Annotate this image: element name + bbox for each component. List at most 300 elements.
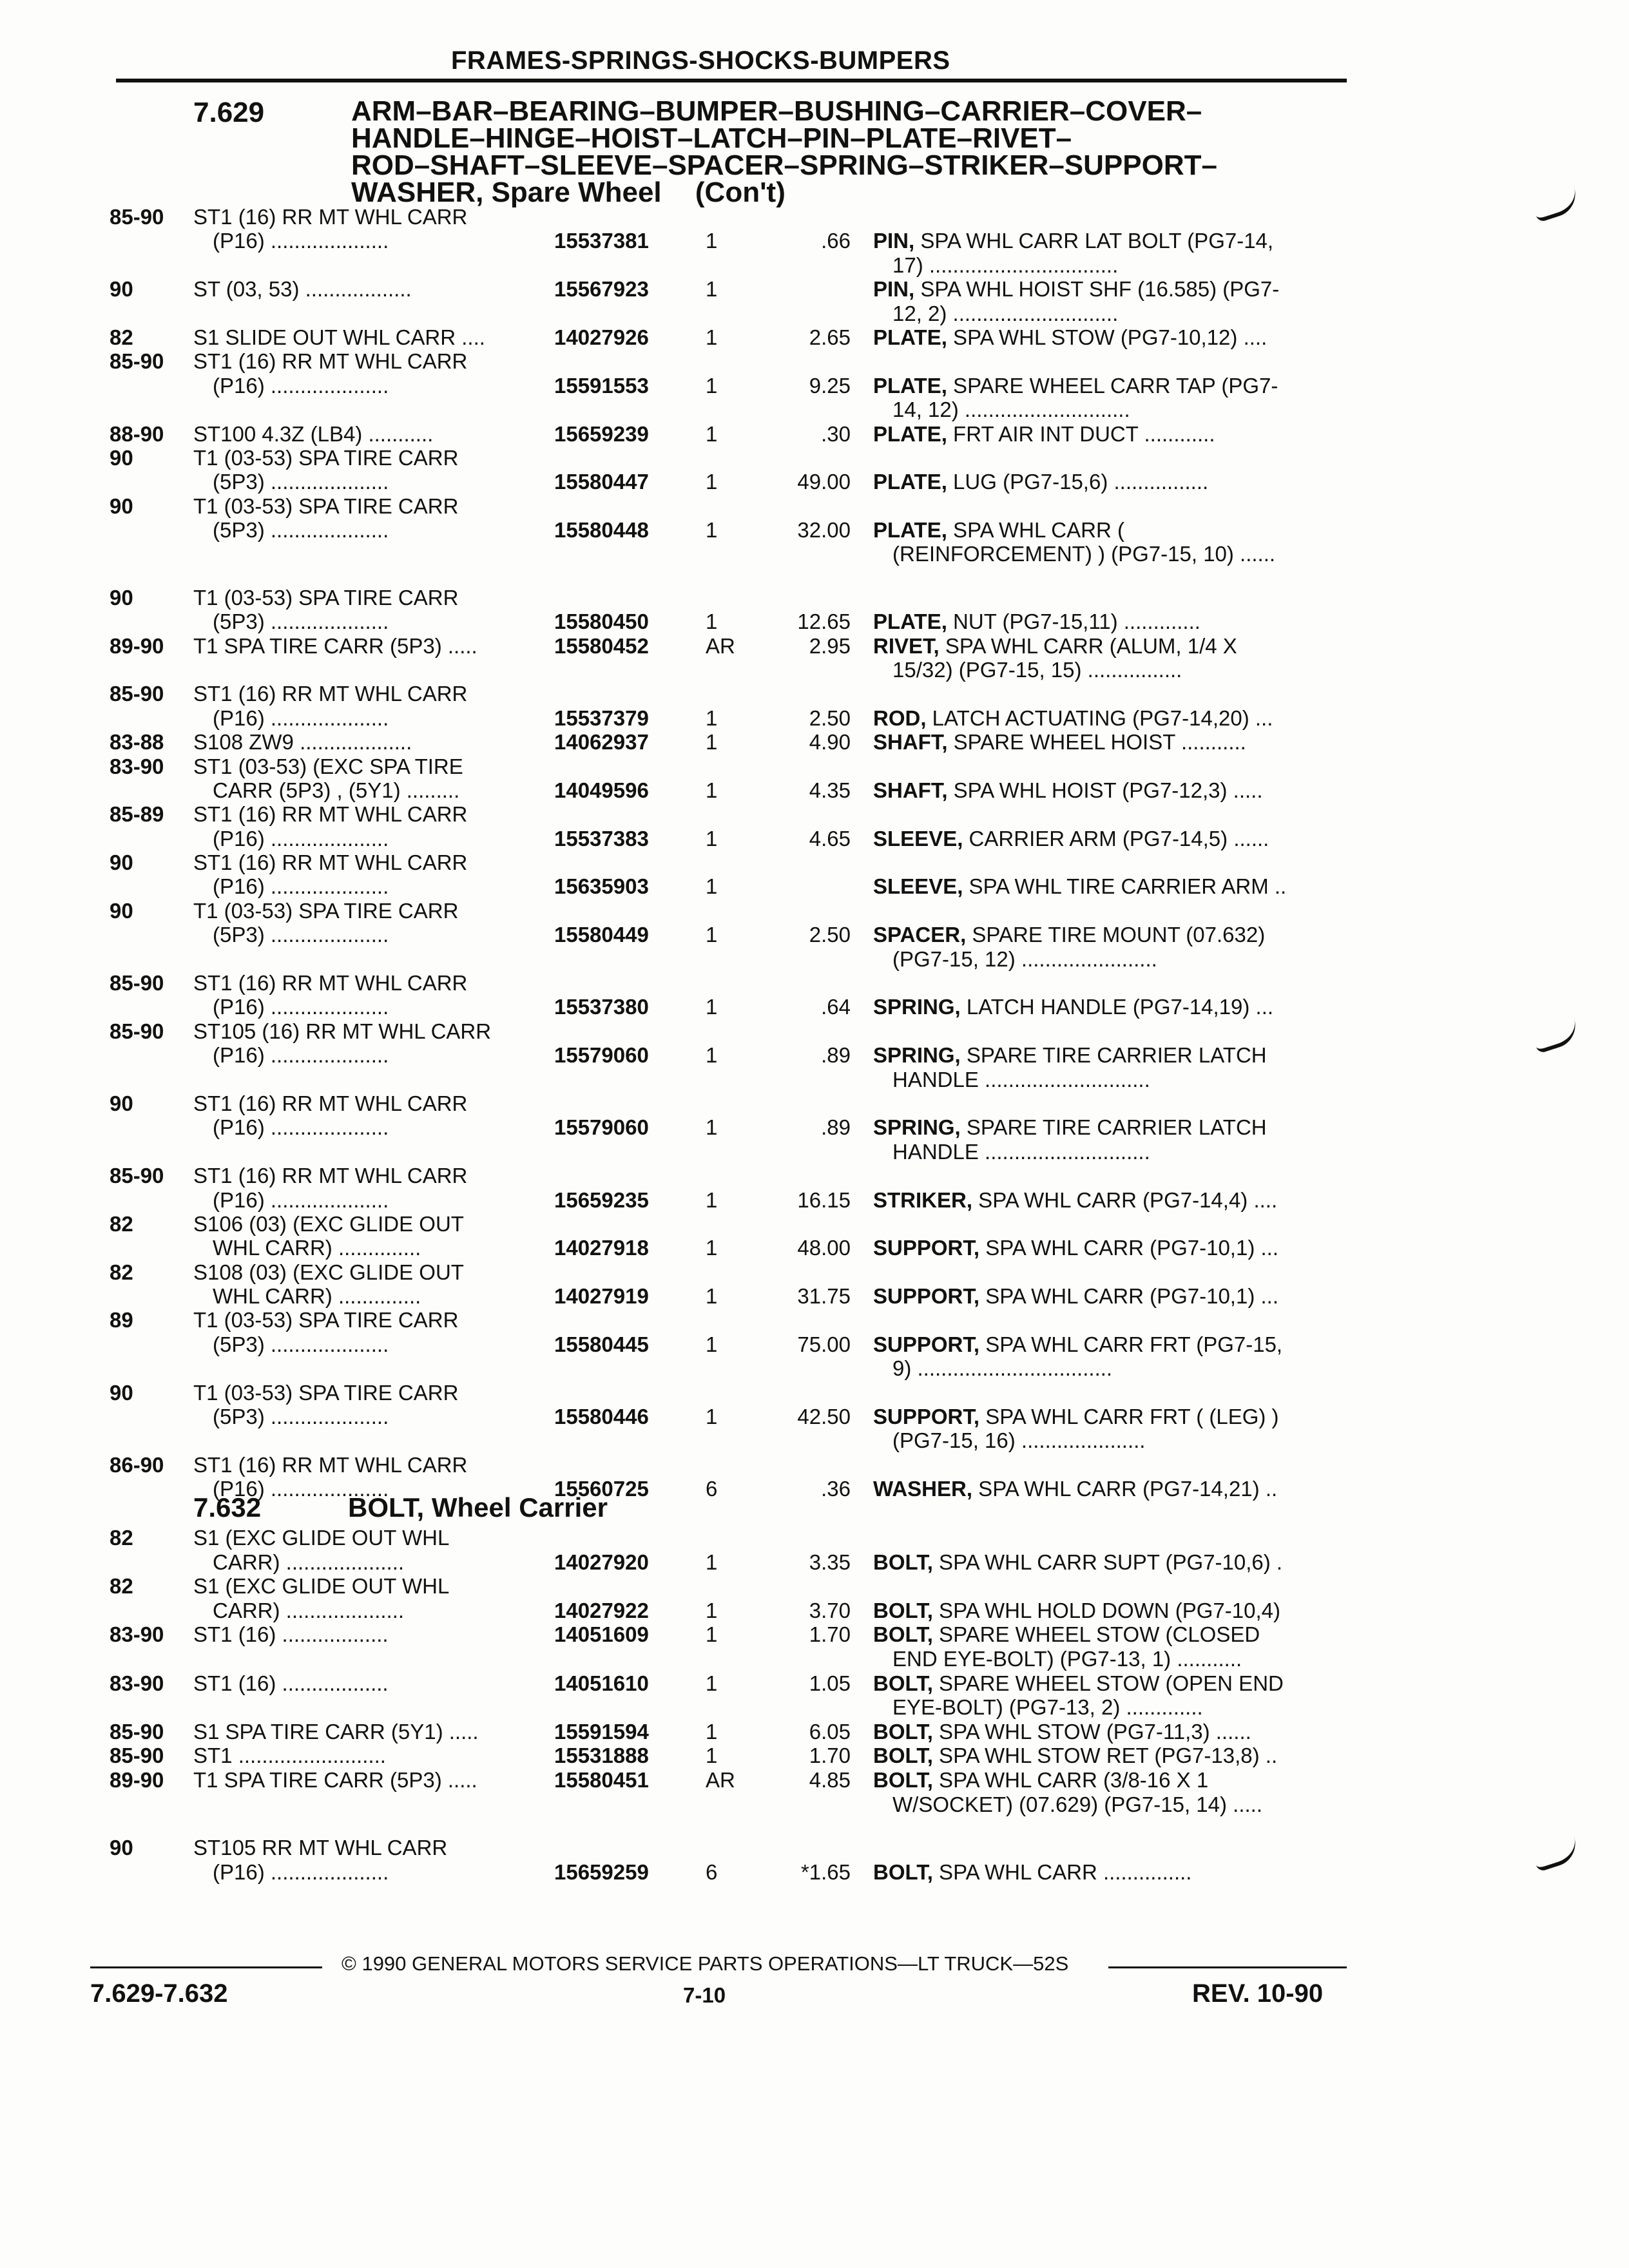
cell-desc xyxy=(873,422,1363,447)
footer-copyright: © 1990 GENERAL MOTORS SERVICE PARTS OPERATIONS—LT TRUCK—52S xyxy=(342,1952,1069,1975)
part-description: SPA WHL CARR (PG7-14,21) .. xyxy=(972,1477,1278,1501)
cell-app: ST105 RR MT WHL CARR xyxy=(193,1836,448,1860)
part-description: CARRIER ARM (PG7-14,5) ...... xyxy=(963,826,1269,850)
table-row xyxy=(110,899,1373,923)
footer-rule-right xyxy=(1108,1966,1347,1968)
cell-qty: 1 xyxy=(706,1284,718,1309)
part-description: SPA WHL STOW (PG7-11,3) ...... xyxy=(932,1719,1251,1744)
table-row xyxy=(110,1284,1373,1308)
table-row xyxy=(110,1019,1373,1043)
part-description: SPA WHL TIRE CARRIER ARM .. xyxy=(963,874,1287,899)
cell-qty: 1 xyxy=(706,730,718,754)
cell-app: S108 (03) (EXC GLIDE OUT xyxy=(193,1260,464,1284)
cell-qty: 1 xyxy=(706,778,718,802)
cell-pn: 15580445 xyxy=(554,1332,649,1356)
cell-qty: 1 xyxy=(706,518,718,543)
cell-app2: (P16) .................... xyxy=(213,1860,389,1884)
cell-yr: 90 xyxy=(110,1836,133,1860)
cell-desc xyxy=(873,1744,1363,1768)
cell-app: ST1 (16) RR MT WHL CARR xyxy=(193,850,468,875)
part-description: LATCH HANDLE (PG7-14,19) ... xyxy=(960,995,1274,1019)
table-row xyxy=(110,1526,1373,1550)
cell-pn: 15580451 xyxy=(554,1767,649,1792)
cell-qty: 1 xyxy=(706,1550,718,1574)
part-keyword: BOLT, xyxy=(873,1622,933,1647)
table-row xyxy=(110,1212,1373,1236)
cell-app: S108 ZW9 ................... xyxy=(193,730,412,754)
table-row xyxy=(110,850,1373,874)
cell-app: S1 (EXC GLIDE OUT WHL xyxy=(193,1526,450,1550)
cell-app2: WHL CARR) .............. xyxy=(213,1284,421,1309)
cell-yr: 89 xyxy=(110,1308,133,1332)
cell-price: 3.35 xyxy=(809,1550,851,1574)
part-keyword: SPACER, xyxy=(873,923,967,947)
cell-qty: 1 xyxy=(706,923,718,947)
cell-pn: 14049596 xyxy=(554,778,649,802)
cell-app: S1 (EXC GLIDE OUT WHL xyxy=(193,1574,450,1599)
cell-pn: 15579060 xyxy=(554,1043,649,1068)
cell-pn: 15537380 xyxy=(554,995,649,1019)
cell-app: ST100 4.3Z (LB4) ........... xyxy=(193,421,434,446)
table-row xyxy=(110,1792,1373,1817)
part-description: LUG (PG7-15,6) ................ xyxy=(947,470,1209,494)
table-row xyxy=(110,1405,1373,1428)
cell-app2: (P16) .................... xyxy=(213,373,389,398)
part-description: SPARE WHEEL STOW (CLOSED xyxy=(932,1622,1260,1647)
cell-pn: 15635903 xyxy=(554,874,649,899)
cell-pn: 15580447 xyxy=(554,470,649,494)
cell-app: ST1 (16) RR MT WHL CARR xyxy=(193,1164,468,1188)
part-description: SPARE WHEEL HOIST ........... xyxy=(947,730,1246,754)
table-row xyxy=(110,586,1373,610)
cell-price: 48.00 xyxy=(797,1236,851,1260)
table-row xyxy=(110,923,1373,947)
cell-desc-cont: 15/32) (PG7-15, 15) ................ xyxy=(892,657,1182,682)
part-keyword: BOLT, xyxy=(873,1598,933,1622)
cell-yr: 82 xyxy=(110,1260,133,1284)
cell-price: 4.85 xyxy=(809,1767,851,1792)
table-row xyxy=(110,1574,1373,1599)
cell-desc xyxy=(873,1768,1363,1792)
cell-desc xyxy=(873,610,1363,634)
cell-price: 1.70 xyxy=(809,1744,851,1768)
part-keyword: SUPPORT, xyxy=(873,1284,980,1309)
cell-desc xyxy=(873,706,1363,731)
cell-desc xyxy=(873,470,1363,494)
cell-price: 2.65 xyxy=(809,325,851,349)
table-row xyxy=(110,1308,1373,1332)
part-description: SPA WHL CARR ............... xyxy=(932,1860,1192,1884)
cell-price: 12.65 xyxy=(797,610,851,634)
cell-qty: 1 xyxy=(706,1719,718,1744)
cell-desc xyxy=(873,634,1363,658)
cell-yr: 85-90 xyxy=(110,971,164,995)
cell-desc xyxy=(873,1236,1363,1260)
cell-yr: 82 xyxy=(110,1211,133,1236)
cell-price: 4.65 xyxy=(809,826,851,850)
cell-desc-cont: 17) ................................ xyxy=(892,253,1119,277)
cell-app: T1 SPA TIRE CARR (5P3) ..... xyxy=(193,1767,477,1792)
part-description: SPA WHL HOIST (PG7-12,3) ..... xyxy=(947,778,1263,802)
cell-qty: 1 xyxy=(706,826,718,850)
cell-yr: 88-90 xyxy=(110,421,164,446)
cell-desc-cont: (PG7-15, 12) ....................... xyxy=(892,947,1157,971)
footer-revision: REV. 10-90 xyxy=(1192,1979,1324,2008)
cell-yr: 90 xyxy=(110,898,133,923)
table-row xyxy=(110,205,1373,229)
cell-desc-cont: HANDLE ............................ xyxy=(892,1067,1150,1091)
cell-app: ST1 (03-53) (EXC SPA TIRE xyxy=(193,754,463,778)
heading-cont: (Con't) xyxy=(695,177,786,208)
part-description: SPA WHL STOW RET (PG7-13,8) .. xyxy=(932,1744,1278,1768)
cell-app2: CARR) .................... xyxy=(213,1550,405,1574)
part-description: LATCH ACTUATING (PG7-14,20) ... xyxy=(926,706,1273,730)
section-heading xyxy=(351,95,1318,208)
cell-qty: AR xyxy=(706,633,735,658)
table-row xyxy=(110,682,1373,706)
cell-price: 16.15 xyxy=(797,1187,851,1212)
cell-desc xyxy=(873,1188,1363,1213)
cell-app2: (P16) .................... xyxy=(213,1115,389,1140)
part-keyword: BOLT, xyxy=(873,1767,933,1792)
cell-qty: 6 xyxy=(706,1477,718,1501)
table-row xyxy=(110,1599,1373,1623)
cell-yr: 90 xyxy=(110,850,133,875)
part-keyword: PLATE, xyxy=(873,421,947,446)
part-description: SPA WHL HOLD DOWN (PG7-10,4) xyxy=(932,1598,1280,1622)
part-description: SPA WHL CARR (3/8-16 X 1 xyxy=(932,1767,1209,1792)
part-description: SPA WHL CARR FRT (PG7-15, xyxy=(979,1332,1283,1356)
cell-pn: 14027918 xyxy=(554,1236,649,1260)
cell-yr: 89-90 xyxy=(110,633,164,658)
part-keyword: SLEEVE, xyxy=(873,874,963,899)
part-keyword: SHAFT, xyxy=(873,730,948,754)
cell-yr: 86-90 xyxy=(110,1452,164,1477)
part-keyword: SLEEVE, xyxy=(873,826,963,850)
cell-qty: 1 xyxy=(706,1598,718,1622)
cell-app2: (5P3) .................... xyxy=(213,610,389,634)
table-row xyxy=(110,302,1373,325)
cell-yr: 90 xyxy=(110,494,133,518)
cell-desc xyxy=(873,1332,1363,1357)
part-keyword: PIN, xyxy=(873,229,915,253)
cell-desc xyxy=(873,229,1363,253)
cell-desc-cont: W/SOCKET) (07.629) (PG7-15, 14) ..... xyxy=(892,1792,1263,1816)
part-description: SPA WHL CARR (ALUM, 1/4 X xyxy=(939,633,1237,658)
cell-yr: 85-90 xyxy=(110,349,164,374)
binder-mark xyxy=(1531,1018,1581,1054)
part-description: NUT (PG7-15,11) ............. xyxy=(947,610,1200,634)
cell-price: 6.05 xyxy=(809,1719,851,1744)
cell-yr: 90 xyxy=(110,1091,133,1115)
cell-yr: 82 xyxy=(110,1574,133,1599)
cell-desc-cont: 9) ................................. xyxy=(892,1356,1113,1381)
section-2-number: 7.632 xyxy=(193,1492,262,1523)
cell-pn: 15531888 xyxy=(554,1744,649,1768)
cell-app: T1 (03-53) SPA TIRE CARR xyxy=(193,494,459,518)
table-row xyxy=(110,1816,1373,1836)
cell-price: 4.35 xyxy=(809,778,851,802)
part-description: SPARE WHEEL CARR TAP (PG7- xyxy=(947,373,1278,398)
cell-price: 2.50 xyxy=(809,706,851,730)
cell-pn: 14051609 xyxy=(554,1622,649,1647)
cell-app2: (P16) .................... xyxy=(213,706,389,730)
table-row xyxy=(110,1381,1373,1405)
part-description: SPA WHL CARR (PG7-10,1) ... xyxy=(979,1284,1278,1309)
footer-rule-left xyxy=(90,1966,322,1968)
cell-qty: 1 xyxy=(706,874,718,899)
cell-desc-cont: END EYE-BOLT) (PG7-13, 1) ........... xyxy=(892,1646,1242,1671)
part-description: SPA WHL HOIST SHF (16.585) (PG7- xyxy=(914,277,1280,302)
cell-pn: 14051610 xyxy=(554,1671,649,1695)
table-row xyxy=(110,730,1373,754)
table-row xyxy=(110,1091,1373,1115)
cell-price: 1.05 xyxy=(809,1671,851,1695)
cell-desc xyxy=(873,827,1363,851)
table-row xyxy=(110,1836,1373,1860)
cell-pn: 15580450 xyxy=(554,610,649,634)
cell-app: ST1 (16) RR MT WHL CARR xyxy=(193,971,468,995)
cell-desc xyxy=(873,874,1363,899)
table-row xyxy=(110,1453,1373,1477)
part-keyword: SPRING, xyxy=(873,1115,961,1140)
cell-yr: 90 xyxy=(110,277,133,302)
cell-qty: 1 xyxy=(706,1187,718,1212)
table-row xyxy=(110,1115,1373,1139)
cell-qty: AR xyxy=(706,1767,735,1792)
cell-app: ST1 (16) RR MT WHL CARR xyxy=(193,682,468,706)
cell-price: .89 xyxy=(821,1043,851,1068)
cell-app: ST1 (16) RR MT WHL CARR xyxy=(193,802,468,827)
cell-desc-cont: 12, 2) ............................ xyxy=(892,301,1119,325)
table-row xyxy=(110,1043,1373,1067)
part-description: SPA WHL CARR ( xyxy=(947,518,1124,543)
cell-desc xyxy=(873,1284,1363,1309)
part-keyword: SPRING, xyxy=(873,995,961,1019)
table-row xyxy=(110,1068,1373,1091)
cell-pn: 15560725 xyxy=(554,1477,649,1501)
cell-price: .66 xyxy=(821,229,851,253)
cell-app2: (P16) .................... xyxy=(213,874,389,899)
cell-pn: 15659259 xyxy=(554,1860,649,1884)
table-row xyxy=(110,1695,1373,1720)
cell-yr: 85-90 xyxy=(110,1019,164,1043)
cell-price: 49.00 xyxy=(797,470,851,494)
parts-list-7632 xyxy=(110,1526,1373,1884)
cell-yr: 85-90 xyxy=(110,1744,164,1768)
cell-qty: 1 xyxy=(706,1332,718,1356)
cell-app2: (P16) .................... xyxy=(213,995,389,1019)
cell-qty: 1 xyxy=(706,995,718,1019)
table-row xyxy=(110,253,1373,277)
table-row xyxy=(110,1550,1373,1575)
cell-qty: 1 xyxy=(706,1236,718,1260)
cell-desc-cont: 14, 12) ............................ xyxy=(892,398,1130,422)
cell-price: 31.75 xyxy=(797,1284,851,1309)
part-description: SPARE TIRE CARRIER LATCH xyxy=(960,1043,1267,1068)
table-row xyxy=(110,778,1373,802)
cell-yr: 85-90 xyxy=(110,1719,164,1744)
cell-app: T1 (03-53) SPA TIRE CARR xyxy=(193,1380,459,1405)
cell-qty: 1 xyxy=(706,1622,718,1647)
table-row xyxy=(110,1860,1373,1885)
cell-app: ST1 (16) RR MT WHL CARR xyxy=(193,205,468,229)
cell-app2: (5P3) .................... xyxy=(213,1405,389,1429)
cell-desc xyxy=(873,1860,1363,1885)
part-description: FRT AIR INT DUCT ............ xyxy=(947,421,1215,446)
part-description: SPA WHL STOW (PG7-10,12) .... xyxy=(947,325,1268,349)
cell-pn: 15591594 xyxy=(554,1719,649,1744)
cell-app: ST (03, 53) .................. xyxy=(193,277,412,302)
table-row xyxy=(110,1622,1373,1647)
table-row xyxy=(110,827,1373,850)
cell-app2: (P16) .................... xyxy=(213,229,389,253)
table-row xyxy=(110,1720,1373,1744)
cell-app: ST1 (16) RR MT WHL CARR xyxy=(193,1452,468,1477)
table-row xyxy=(110,494,1373,518)
cell-yr: 85-90 xyxy=(110,682,164,706)
cell-yr: 85-90 xyxy=(110,205,164,229)
part-keyword: SPRING, xyxy=(873,1043,961,1068)
cell-qty: 1 xyxy=(706,1405,718,1429)
table-row xyxy=(110,1356,1373,1380)
table-row xyxy=(110,1332,1373,1356)
cell-app2: (5P3) .................... xyxy=(213,470,389,494)
table-row xyxy=(110,1236,1373,1260)
cell-qty: 1 xyxy=(706,1115,718,1140)
part-keyword: PIN, xyxy=(873,277,915,302)
part-keyword: PLATE, xyxy=(873,325,947,349)
cell-app2: WHL CARR) .............. xyxy=(213,1236,421,1260)
cell-qty: 1 xyxy=(706,1671,718,1695)
table-row xyxy=(110,1188,1373,1212)
cell-app: T1 (03-53) SPA TIRE CARR xyxy=(193,1308,459,1332)
part-description: SPA WHL CARR FRT ( (LEG) ) xyxy=(979,1405,1279,1429)
cell-pn: 15537383 xyxy=(554,826,649,850)
table-row xyxy=(110,1428,1373,1452)
cell-desc xyxy=(873,1599,1363,1623)
cell-app: T1 (03-53) SPA TIRE CARR xyxy=(193,898,459,923)
cell-yr: 89-90 xyxy=(110,1767,164,1792)
table-row xyxy=(110,398,1373,421)
table-row xyxy=(110,802,1373,826)
section-2-heading: BOLT, Wheel Carrier xyxy=(348,1492,608,1523)
cell-pn: 15579060 xyxy=(554,1115,649,1140)
cell-app: ST1 (16) .................. xyxy=(193,1671,389,1695)
cell-desc xyxy=(873,1671,1363,1696)
cell-pn: 15537381 xyxy=(554,229,649,253)
table-row xyxy=(110,706,1373,730)
part-description: SPARE TIRE MOUNT (07.632) xyxy=(966,923,1266,947)
cell-desc xyxy=(873,1043,1363,1068)
table-row xyxy=(110,874,1373,898)
part-description: SPA WHL CARR SUPT (PG7-10,6) . xyxy=(932,1550,1283,1574)
cell-yr: 83-90 xyxy=(110,1622,164,1647)
table-row xyxy=(110,1744,1373,1768)
cell-app2: (P16) .................... xyxy=(213,826,389,850)
cell-desc xyxy=(873,1550,1363,1575)
part-description: SPARE TIRE CARRIER LATCH xyxy=(960,1115,1267,1140)
cell-pn: 14027919 xyxy=(554,1284,649,1309)
top-rule xyxy=(116,79,1347,82)
cell-app2: (P16) .................... xyxy=(213,1043,389,1068)
part-description: SPA WHL CARR (PG7-10,1) ... xyxy=(979,1236,1278,1260)
cell-app: ST1 (16) .................. xyxy=(193,1622,389,1647)
table-row xyxy=(110,566,1373,586)
cell-app: T1 (03-53) SPA TIRE CARR xyxy=(193,585,459,610)
part-keyword: BOLT, xyxy=(873,1744,933,1768)
cell-desc xyxy=(873,518,1363,543)
cell-app: ST105 (16) RR MT WHL CARR xyxy=(193,1019,492,1043)
heading-line-3: ROD–SHAFT–SLEEVE–SPACER–SPRING–STRIKER–SUPPORT– xyxy=(351,149,1217,181)
part-keyword: BOLT, xyxy=(873,1719,933,1744)
cell-app2: (P16) .................... xyxy=(213,1187,389,1212)
cell-desc-cont: EYE-BOLT) (PG7-13, 2) ............. xyxy=(892,1695,1203,1720)
cell-qty: 6 xyxy=(706,1860,718,1884)
part-keyword: BOLT, xyxy=(873,1550,933,1574)
table-row xyxy=(110,1260,1373,1284)
cell-qty: 1 xyxy=(706,325,718,349)
part-keyword: SUPPORT, xyxy=(873,1405,980,1429)
cell-qty: 1 xyxy=(706,706,718,730)
part-keyword: BOLT, xyxy=(873,1860,933,1884)
cell-app2: (5P3) .................... xyxy=(213,923,389,947)
cell-desc xyxy=(873,1115,1363,1140)
cell-app: ST1 (16) RR MT WHL CARR xyxy=(193,1091,468,1115)
heading-line-4 xyxy=(351,179,1318,206)
cell-app2: (5P3) .................... xyxy=(213,1332,389,1356)
cell-pn: 15537379 xyxy=(554,706,649,730)
cell-pn: 15659235 xyxy=(554,1187,649,1212)
part-keyword: PLATE, xyxy=(873,518,947,543)
cell-price: 9.25 xyxy=(809,373,851,398)
footer-section-range: 7.629-7.632 xyxy=(90,1979,228,2008)
part-description: SPA WHL CARR (PG7-14,4) .... xyxy=(972,1187,1278,1212)
table-row xyxy=(110,470,1373,494)
table-row xyxy=(110,1164,1373,1187)
section-number: 7.629 xyxy=(193,97,265,128)
cell-desc-cont: (PG7-15, 16) ..................... xyxy=(892,1428,1146,1453)
table-row xyxy=(110,542,1373,566)
cell-desc-cont: HANDLE ............................ xyxy=(892,1139,1150,1164)
part-keyword: RIVET, xyxy=(873,633,940,658)
table-row xyxy=(110,349,1373,373)
cell-desc xyxy=(873,325,1363,350)
cell-desc xyxy=(873,1477,1363,1501)
cell-pn: 15580446 xyxy=(554,1405,649,1429)
cell-yr: 83-88 xyxy=(110,730,164,754)
table-row xyxy=(110,1768,1373,1792)
cell-app: S1 SLIDE OUT WHL CARR .... xyxy=(193,325,485,349)
cell-desc xyxy=(873,374,1363,398)
cell-qty: 1 xyxy=(706,277,718,302)
table-row xyxy=(110,1647,1373,1671)
heading-line-2: HANDLE–HINGE–HOIST–LATCH–PIN–PLATE–RIVET– xyxy=(351,122,1072,154)
cell-app2: (5P3) .................... xyxy=(213,518,389,543)
cell-yr: 85-89 xyxy=(110,802,164,827)
table-row xyxy=(110,658,1373,682)
cell-pn: 15659239 xyxy=(554,421,649,446)
cell-price: .89 xyxy=(821,1115,851,1140)
cell-qty: 1 xyxy=(706,229,718,253)
part-keyword: BOLT, xyxy=(873,1671,933,1695)
cell-desc xyxy=(873,995,1363,1019)
table-row xyxy=(110,610,1373,633)
table-row xyxy=(110,947,1373,971)
table-row xyxy=(110,446,1373,470)
cell-yr: 90 xyxy=(110,445,133,470)
cell-yr: 82 xyxy=(110,325,133,349)
